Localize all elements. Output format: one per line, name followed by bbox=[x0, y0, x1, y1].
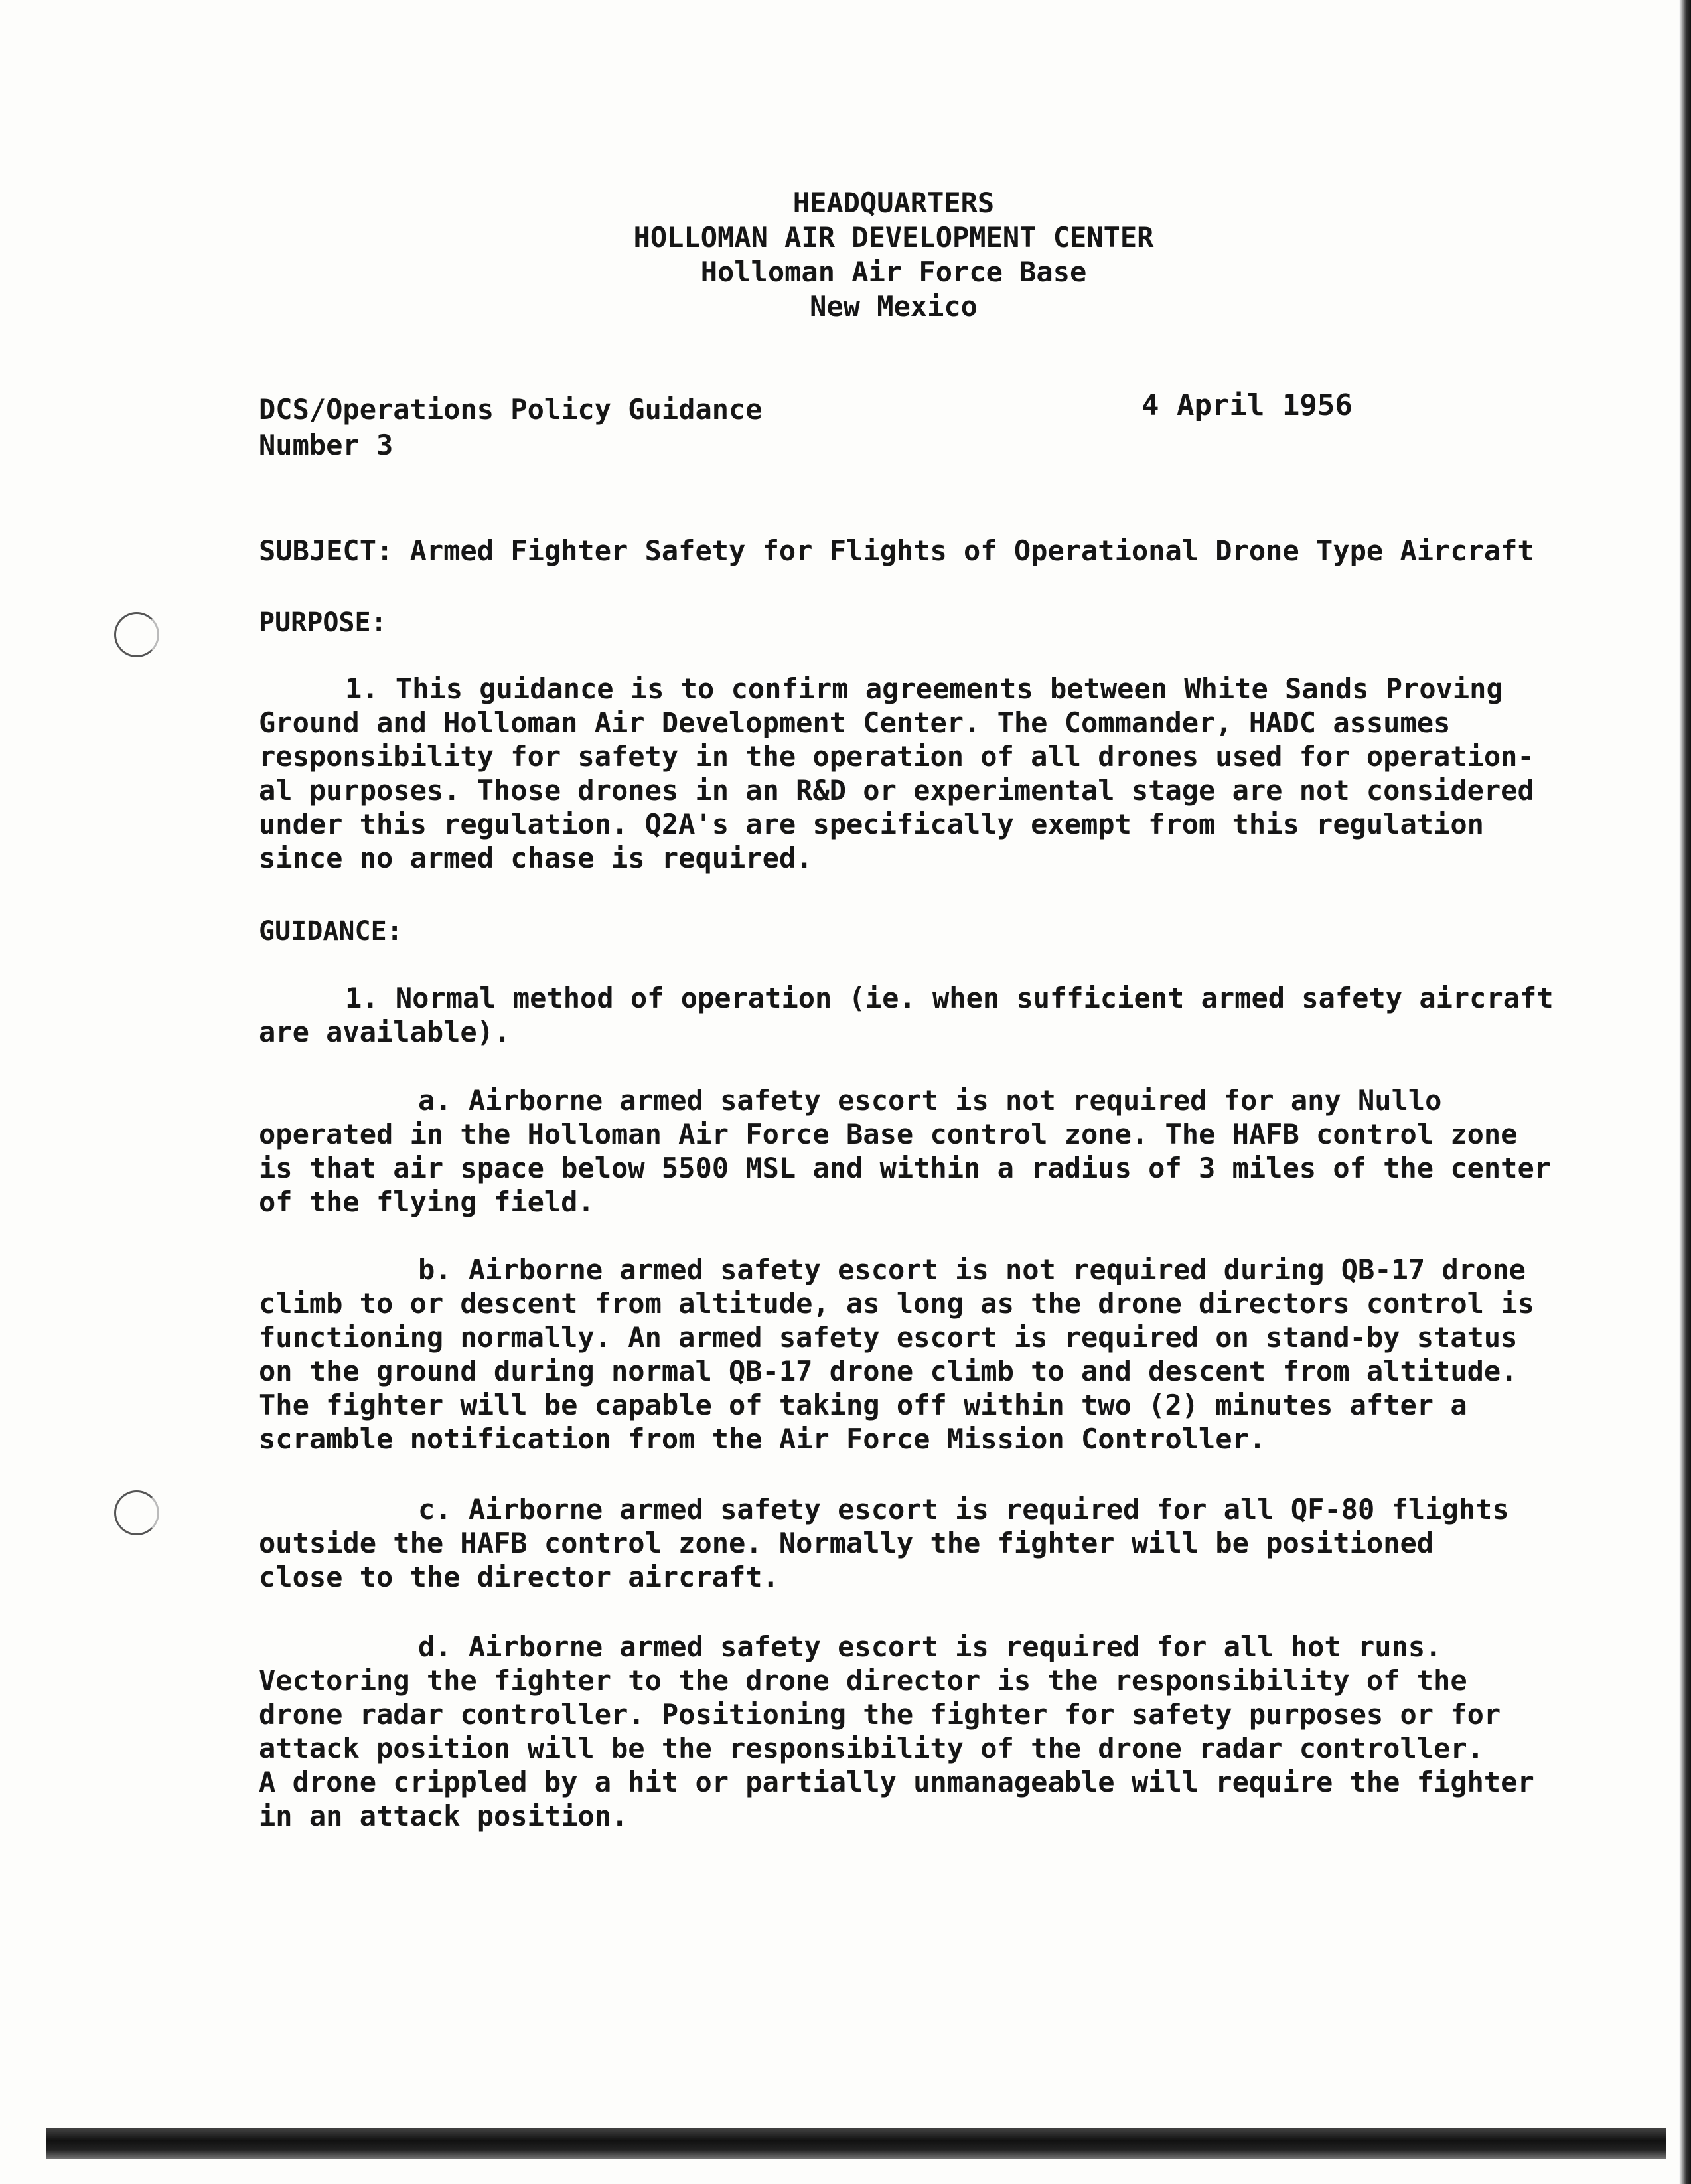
paragraph-line: operated in the Holloman Air Force Base control zone. The HAFB control zone bbox=[259, 1118, 1518, 1150]
paragraph-line: responsibility for safety in the operation of all drones used for operation- bbox=[259, 740, 1534, 773]
paragraph-line: 1. Normal method of operation (ie. when sufficient armed safety aircraft bbox=[345, 982, 1554, 1014]
paragraph-line: Ground and Holloman Air Development Center. The Commander, HADC assumes bbox=[259, 706, 1451, 739]
paragraph-line: functioning normally. An armed safety escort is required on stand-by status bbox=[259, 1321, 1518, 1354]
paragraph-line: under this regulation. Q2A's are specifically exempt from this regulation bbox=[259, 808, 1484, 840]
paragraph-line: since no armed chase is required. bbox=[259, 842, 813, 874]
guidance-heading: GUIDANCE: bbox=[259, 916, 403, 947]
document-designation bbox=[259, 392, 763, 463]
scan-edge-bottom bbox=[46, 2128, 1666, 2159]
paragraph-line: attack position will be the responsibility of the drone radar controller. bbox=[259, 1732, 1484, 1764]
guidance-paragraph-1 bbox=[259, 981, 1619, 1049]
letterhead-line: HEADQUARTERS bbox=[792, 187, 995, 219]
purpose-heading: PURPOSE: bbox=[259, 607, 387, 638]
paragraph-line: outside the HAFB control zone. Normally the fighter will be positioned bbox=[259, 1527, 1434, 1559]
paragraph-line: The fighter will be capable of taking off within two (2) minutes after a bbox=[259, 1389, 1467, 1421]
paragraph-line: c. Airborne armed safety escort is required for all QF-80 flights bbox=[418, 1493, 1509, 1525]
paragraph-line: d. Airborne armed safety escort is required for all hot runs. bbox=[418, 1630, 1442, 1663]
guidance-item-c bbox=[259, 1492, 1619, 1594]
designation-number: Number 3 bbox=[259, 429, 394, 461]
designation-title: DCS/Operations Policy Guidance bbox=[259, 393, 763, 426]
purpose-paragraph-1 bbox=[259, 672, 1619, 875]
paragraph-line: of the flying field. bbox=[259, 1186, 595, 1218]
punch-hole-icon bbox=[114, 612, 159, 657]
paragraph-line: on the ground during normal QB-17 drone climb to and descent from altitude. bbox=[259, 1355, 1518, 1387]
guidance-item-a bbox=[259, 1083, 1619, 1219]
paragraph-line: a. Airborne armed safety escort is not required for any Nullo bbox=[418, 1084, 1442, 1117]
paragraph-line: al purposes. Those drones in an R&D or experimental stage are not considered bbox=[259, 774, 1534, 807]
paragraph-line: close to the director aircraft. bbox=[259, 1561, 779, 1593]
scan-edge-right bbox=[1679, 0, 1691, 2184]
paragraph-line: 1. This guidance is to confirm agreements between White Sands Proving bbox=[345, 672, 1503, 705]
punch-hole-icon bbox=[114, 1490, 159, 1535]
guidance-item-b bbox=[259, 1253, 1619, 1456]
letterhead-line: Holloman Air Force Base bbox=[700, 256, 1087, 288]
paragraph-line: Vectoring the fighter to the drone director is the responsibility of the bbox=[259, 1664, 1467, 1697]
paragraph-line: climb to or descent from altitude, as long as the drone directors control is bbox=[259, 1287, 1534, 1320]
paragraph-line: A drone crippled by a hit or partially unmanageable will require the fighter bbox=[259, 1766, 1534, 1798]
paragraph-line: are available). bbox=[259, 1016, 511, 1048]
subject-line: SUBJECT: Armed Fighter Safety for Flights of Operational Drone Type Aircraft bbox=[259, 534, 1534, 567]
paragraph-line: b. Airborne armed safety escort is not required during QB-17 drone bbox=[418, 1253, 1526, 1286]
letterhead-line: New Mexico bbox=[810, 290, 978, 323]
paragraph-line: scramble notification from the Air Force Mission Controller. bbox=[259, 1423, 1266, 1455]
letterhead-line: HOLLOMAN AIR DEVELOPMENT CENTER bbox=[633, 221, 1154, 254]
letterhead bbox=[0, 186, 1691, 324]
paragraph-line: drone radar controller. Positioning the fighter for safety purposes or for bbox=[259, 1698, 1501, 1731]
guidance-item-d bbox=[259, 1630, 1619, 1833]
paragraph-line: is that air space below 5500 MSL and within a radius of 3 miles of the center bbox=[259, 1152, 1552, 1184]
document-date: 4 April 1956 bbox=[1141, 388, 1353, 422]
paragraph-line: in an attack position. bbox=[259, 1800, 628, 1832]
